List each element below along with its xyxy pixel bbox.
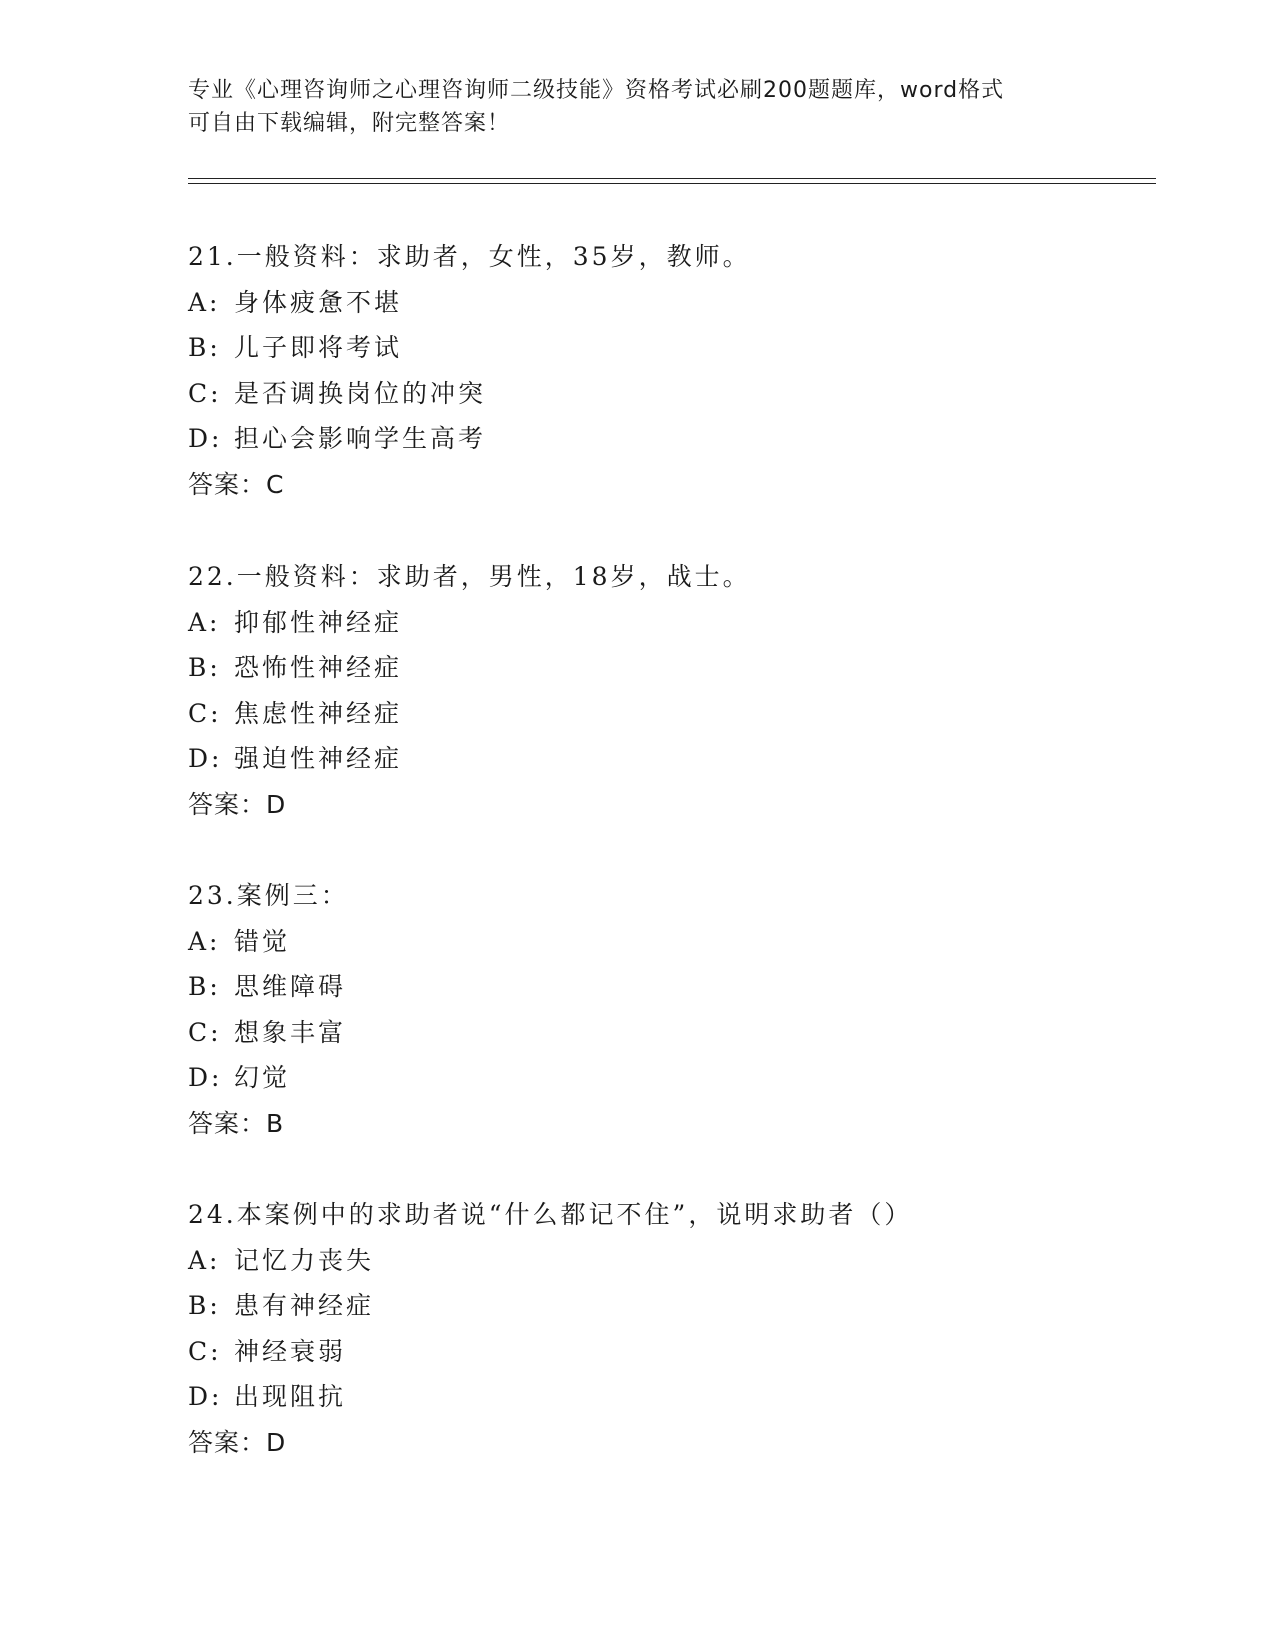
option-b [188, 645, 1168, 691]
option-label: D: [188, 744, 223, 773]
question-23 [188, 873, 1168, 1146]
option-label: A: [188, 926, 221, 956]
header-title-line-1: 专业《心理咨询师之心理咨询师二级技能》资格考试必刷200题题库，word格式 [188, 78, 1005, 103]
option-text: 想象丰富 [234, 1017, 347, 1047]
question-stem: 23.案例三： [188, 881, 349, 910]
option-text: 焦虑性神经症 [234, 698, 403, 728]
option-text: 强迫性神经症 [234, 744, 403, 773]
option-text: 担心会影响学生高考 [234, 424, 487, 453]
answer-line: 答案：C [188, 469, 285, 499]
option-a [188, 280, 1168, 326]
option-label: C: [188, 1336, 222, 1366]
option-label: A: [188, 607, 221, 637]
option-label: C: [188, 1017, 222, 1047]
answer-line: 答案：B [188, 1108, 285, 1138]
option-a [188, 919, 1168, 965]
option-c [188, 1010, 1168, 1056]
option-text: 出现阻抗 [234, 1382, 347, 1411]
header-divider-top [188, 178, 1156, 179]
option-d [188, 416, 1168, 462]
option-label: B: [188, 1291, 221, 1320]
option-text: 患有神经症 [234, 1291, 375, 1320]
answer-line: 答案：D [188, 1427, 287, 1457]
option-b [188, 1283, 1168, 1329]
option-d [188, 736, 1168, 782]
option-text: 身体疲惫不堪 [234, 287, 403, 317]
option-text: 儿子即将考试 [234, 333, 403, 362]
question-24 [188, 1192, 1168, 1465]
option-label: A: [188, 1245, 221, 1275]
option-text: 思维障碍 [234, 972, 347, 1001]
option-label: B: [188, 972, 221, 1001]
question-22 [188, 554, 1168, 827]
option-b [188, 325, 1168, 371]
option-text: 幻觉 [234, 1063, 291, 1092]
option-text: 抑郁性神经症 [234, 607, 403, 637]
question-21 [188, 234, 1168, 507]
option-label: D: [188, 1382, 223, 1411]
header-title-line-2: 可自由下载编辑，附完整答案！ [188, 111, 511, 136]
option-label: B: [188, 653, 221, 682]
question-stem: 21.一般资料：求助者，女性，35岁，教师。 [188, 242, 751, 271]
option-c [188, 1329, 1168, 1375]
option-a [188, 600, 1168, 646]
document-header [188, 74, 1088, 140]
option-label: C: [188, 698, 222, 728]
option-label: C: [188, 378, 222, 408]
question-stem: 22.一般资料：求助者，男性，18岁，战士。 [188, 562, 751, 591]
option-d [188, 1374, 1168, 1420]
question-stem: 24.本案例中的求助者说“什么都记不住”，说明求助者（） [188, 1200, 913, 1229]
option-label: A: [188, 287, 221, 317]
option-label: D: [188, 1063, 223, 1092]
option-text: 记忆力丧失 [234, 1245, 375, 1275]
header-divider-bottom [188, 183, 1156, 184]
option-text: 恐怖性神经症 [234, 653, 403, 682]
answer-line: 答案：D [188, 789, 287, 819]
option-d [188, 1055, 1168, 1101]
option-text: 是否调换岗位的冲突 [234, 378, 487, 408]
option-b [188, 964, 1168, 1010]
option-a [188, 1238, 1168, 1284]
option-label: B: [188, 333, 221, 362]
option-text: 错觉 [234, 926, 291, 956]
option-text: 神经衰弱 [234, 1336, 347, 1366]
option-label: D: [188, 424, 223, 453]
option-c [188, 371, 1168, 417]
option-c [188, 691, 1168, 737]
